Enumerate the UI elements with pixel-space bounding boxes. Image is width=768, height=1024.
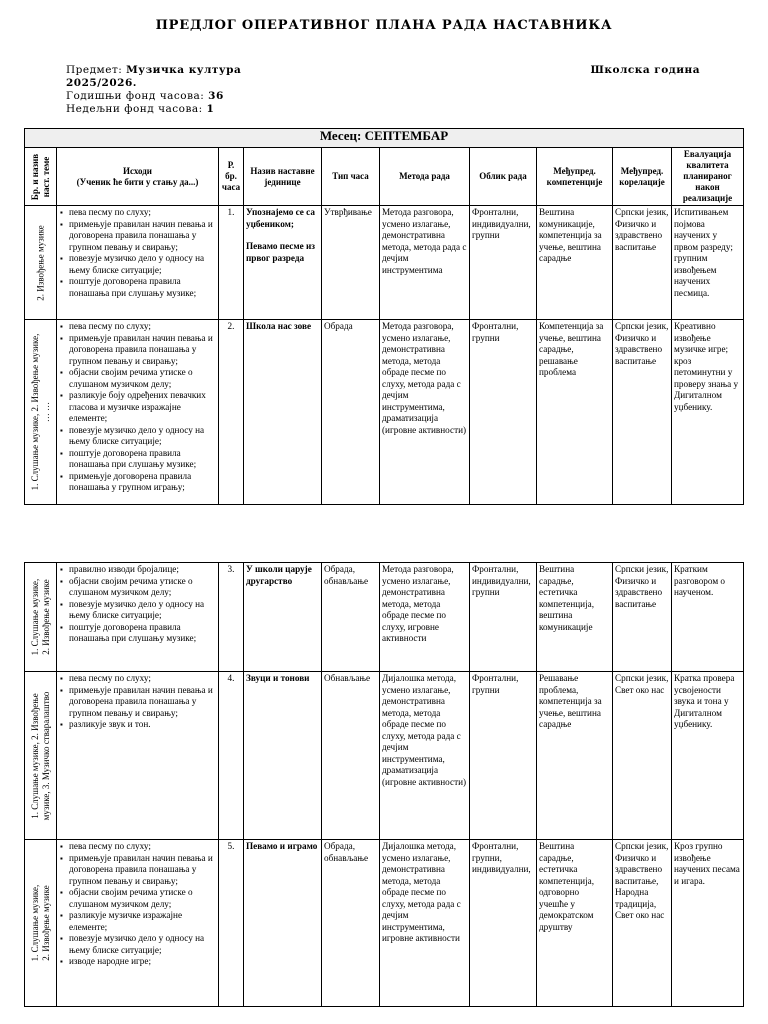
form-cell: Фронтални, групни	[470, 672, 537, 840]
lesson-name: У школи царује другарство	[246, 564, 312, 586]
column-headers	[25, 148, 744, 206]
topic-line: … …	[40, 401, 51, 423]
lesson-name: Звуци и тонови	[246, 673, 310, 683]
competencies-cell: Вештина сарадње, естетичка компетенција, одговорно учешће у демократском друштву	[537, 840, 613, 1007]
outcome-item: ▪ пева песму по слуху;	[69, 841, 216, 853]
correlation-cell: Српски језик, Физичко и здравствено васпитање	[613, 563, 672, 672]
plan-table-continued	[24, 562, 744, 1007]
meta-weekly-row	[66, 103, 706, 116]
topic-line: 2. Извођење музике	[35, 224, 45, 301]
method-cell: Дијалошка метода, усмено излагање, демонстративна метода, метода обраде песме по слуху, метода рада с дечјим инструментима, драматизација (игровне активности)	[380, 672, 470, 840]
topic-cell	[25, 672, 57, 840]
lesson-name-cell	[244, 840, 322, 1007]
header-topic: Бр. и назив наст. теме	[25, 148, 57, 206]
header-competencies: Међупред. компетенције	[537, 148, 613, 206]
outcome-item: ▪ пева песму по слуху;	[69, 321, 216, 333]
outcome-item: ▪ објасни својим речима утиске о слушаном музичком делу;	[69, 367, 216, 390]
topic-line: 1. Слушање музике,	[29, 578, 40, 656]
type-cell: Обрада, обнављање	[322, 840, 380, 1007]
lesson-number: 2.	[219, 320, 244, 505]
outcomes-cell	[57, 672, 219, 840]
lesson-number: 5.	[219, 840, 244, 1007]
month-header: Месец: СЕПТЕМБАР	[25, 129, 744, 148]
lesson-number: 1.	[219, 206, 244, 320]
header-lesson-name: Назив наставне јединице	[244, 148, 322, 206]
outcome-item: ▪ пева песму по слуху;	[69, 673, 216, 685]
outcomes-cell	[57, 320, 219, 505]
competencies-cell: Решавање проблема, компетенција за учење, вештина сарадње	[537, 672, 613, 840]
competencies-cell: Компетенција за учење, вештина сарадње, решавање проблема	[537, 320, 613, 505]
header-correlation: Међупред. корелације	[613, 148, 672, 206]
annual-fund-label: Годишњи фонд часова:	[66, 90, 205, 102]
outcome-item: ▪ пева песму по слуху;	[69, 207, 216, 219]
table-row	[25, 320, 744, 505]
outcome-item: ▪ повезује музичко дело у односу на њему блиске ситуације;	[69, 425, 216, 448]
outcome-item: ▪ разликује боју одређених певачких гласова и музичке изражајне елементе;	[69, 390, 216, 425]
outcome-item: ▪ поштује договорена правила понашања при слушању музике;	[69, 276, 216, 299]
lesson-name: Школа нас зове	[246, 321, 312, 331]
outcomes-cell	[57, 563, 219, 672]
table-row	[25, 672, 744, 840]
correlation-cell: Српски језик, Физичко и здравствено васпитање, Народна традиција, Свет око нас	[613, 840, 672, 1007]
topic-line: 1. Слушање музике, 2. Извођење музике,	[29, 333, 40, 491]
outcome-item: ▪ поштује договорена правила понашања при слушању музике;	[69, 448, 216, 471]
outcome-item: ▪ повезује музичко дело у односу на њему блиске ситуације;	[69, 933, 216, 956]
topic-line: музике, 3. Музичко стваралаштво	[40, 691, 51, 820]
header-form: Облик рада	[470, 148, 537, 206]
header-method: Метода рада	[380, 148, 470, 206]
evaluation-cell: Кратким разговором о наученом.	[672, 563, 744, 672]
header-evaluation: Евалуација квалитета планираног након реализације	[672, 148, 744, 206]
outcome-item: ▪ примењује правилан начин певања и договорена правила понашања у групном певању и свирању;	[69, 333, 216, 368]
table-row	[25, 840, 744, 1007]
outcome-item: ▪ правилно изводи бројалице;	[69, 564, 216, 576]
subject-value: Музичка култура	[126, 64, 242, 76]
weekly-fund-label: Недељни фонд часова:	[66, 103, 203, 115]
lesson-name-cell	[244, 206, 322, 320]
subject-label: Предмет:	[66, 64, 123, 76]
outcome-item: ▪ примењује правилан начин певања и договорена правила понашања у групном певању и свирању;	[69, 219, 216, 254]
outcome-item: ▪ разликује музичке изражајне елементе;	[69, 910, 216, 933]
evaluation-cell: Креативно извођење музичке игре; кроз петоминутни у проверу знања у Дигиталном уџбенику.	[672, 320, 744, 505]
type-cell: Обрада	[322, 320, 380, 505]
type-cell: Обрада, обнављање	[322, 563, 380, 672]
plan-meta	[66, 64, 706, 116]
competencies-cell: Вештина комуникације, компетенција за учење, вештина сарадње	[537, 206, 613, 320]
header-outcomes: Исходи (Ученик ће бити у стању да...)	[57, 148, 219, 206]
page-title: ПРЕДЛОГ ОПЕРАТИВНОГ ПЛАНА РАДА НАСТАВНИКА	[155, 18, 613, 33]
lesson-name: Упознајемо се са уџбеником;	[246, 207, 315, 229]
header-lesson-no: Р. бр. часа	[219, 148, 244, 206]
topic-cell	[25, 563, 57, 672]
topic-cell	[25, 840, 57, 1007]
evaluation-cell: Кроз групно извођење научених песама и игара.	[672, 840, 744, 1007]
outcomes-cell	[57, 206, 219, 320]
lesson-number: 3.	[219, 563, 244, 672]
evaluation-cell: Кратка провера усвојености звука и тона у Дигиталном уџбенику.	[672, 672, 744, 840]
topic-line: 2. Извођење музике	[40, 885, 51, 961]
lesson-name-cell	[244, 563, 322, 672]
form-cell: Фронтални, индивидуални, групни	[470, 563, 537, 672]
school-year-label: Школска година	[590, 64, 700, 76]
type-cell: Утврђивање	[322, 206, 380, 320]
topic-line: 2. Извођење музике	[40, 579, 51, 655]
competencies-cell: Вештина сарадње, естетичка компетенција, вештина комуникације	[537, 563, 613, 672]
meta-subject-row	[66, 64, 706, 77]
plan-table-september	[24, 128, 744, 505]
lesson-name: Певамо песме из првог разреда	[246, 241, 315, 263]
form-cell: Фронтални, групни	[470, 320, 537, 505]
method-cell: Метода разговора, усмено излагање, демонстративна метода, метода обраде песме по слуху, метода рада с дечјим инструментима, драматизација (игровне активности)	[380, 320, 470, 505]
evaluation-cell: Испитивањем појмова научених у првом разреду; групним извођењем научених песмица.	[672, 206, 744, 320]
outcome-item: ▪ примењује договорена правила понашања у групном игрању;	[69, 471, 216, 494]
form-cell: Фронтални, индивидуални, групни	[470, 206, 537, 320]
lesson-number: 4.	[219, 672, 244, 840]
lesson-name-cell	[244, 672, 322, 840]
annual-fund-value: 36	[208, 90, 224, 102]
correlation-cell: Српски језик, Свет око нас	[613, 672, 672, 840]
topic-cell	[25, 206, 57, 320]
topic-line: 1. Слушање музике,	[29, 884, 40, 962]
weekly-fund-value: 1	[206, 103, 215, 115]
outcome-item: ▪ објасни својим речима утиске о слушаном музичком делу;	[69, 887, 216, 910]
correlation-cell: Српски језик, Физичко и здравствено васпитање	[613, 320, 672, 505]
outcome-item: ▪ повезује музичко дело у односу на њему блиске ситуације;	[69, 599, 216, 622]
type-cell: Обнављање	[322, 672, 380, 840]
outcomes-cell	[57, 840, 219, 1007]
topic-line: 1. Слушање музике, 2. Извођење	[29, 692, 40, 819]
method-cell: Метода разговора, усмено излагање, демонстративна метода, метода рада с дечјим инструментима	[380, 206, 470, 320]
header-lesson-type: Тип часа	[322, 148, 380, 206]
outcome-item: ▪ повезује музичко дело у односу на њему блиске ситуације;	[69, 253, 216, 276]
meta-annual-row	[66, 90, 706, 103]
form-cell: Фронтални, групни, индивидуални,	[470, 840, 537, 1007]
topic-cell	[25, 320, 57, 505]
correlation-cell: Српски језик, Физичко и здравствено васпитање	[613, 206, 672, 320]
table-row	[25, 206, 744, 320]
lesson-name: Певамо и играмо	[246, 841, 318, 851]
lesson-name-cell	[244, 320, 322, 505]
school-year-value: 2025/2026.	[66, 77, 137, 89]
method-cell: Метода разговора, усмено излагање, демонстративна метода, метода обраде песме по слуху, игровне активности	[380, 563, 470, 672]
outcome-item: ▪ изводе народне игре;	[69, 956, 216, 968]
table-row	[25, 563, 744, 672]
outcome-item: ▪ објасни својим речима утиске о слушаном музичком делу;	[69, 576, 216, 599]
method-cell: Дијалошка метода, усмено излагање, демонстративна метода, метода обраде песме по слуху, метода рада с дечјим инструментима, игровне активности	[380, 840, 470, 1007]
outcome-item: ▪ разликује звук и тон.	[69, 719, 216, 731]
outcome-item: ▪ примењује правилан начин певања и договорена правила понашања у групном певању и свирању;	[69, 685, 216, 720]
outcome-item: ▪ поштује договорена правила понашања при слушању музике;	[69, 622, 216, 645]
outcome-item: ▪ примењује правилан начин певања и договорена правила понашања у групном певању и свирању;	[69, 853, 216, 888]
